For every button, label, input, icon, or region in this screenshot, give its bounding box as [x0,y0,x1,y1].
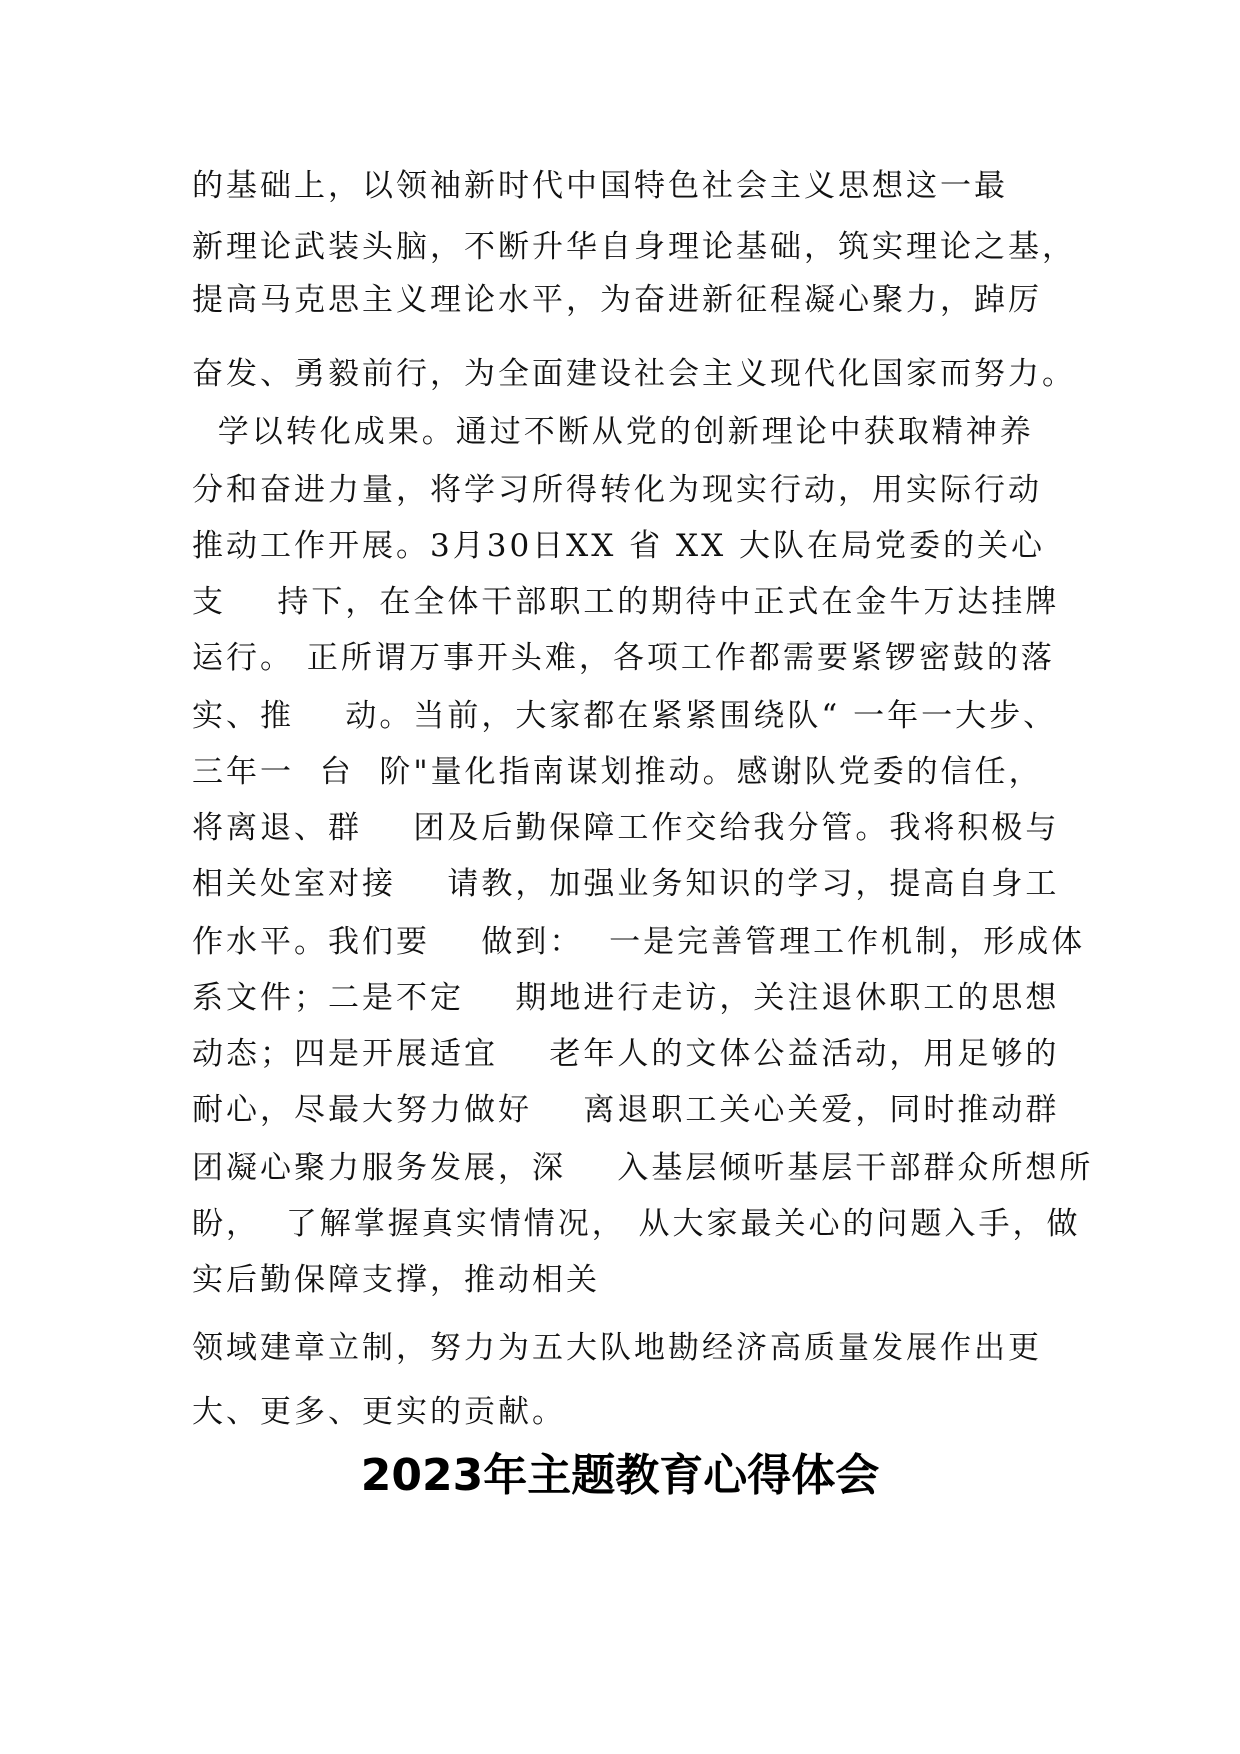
text-line: 相关处室对接 请教，加强业务知识的学习，提高自身工 [192,866,1060,902]
text-line: 新理论武装头脑，不断升华自身理论基础，筑实理论之基， [192,229,1076,265]
text-line: 实后勤保障支撑，推动相关 [192,1262,600,1298]
text-line: 动态；四是开展适宜 老年人的文体公益活动，用足够的 [192,1036,1060,1072]
text-line: 奋发、勇毅前行，为全面建设社会主义现代化国家而努力。 [192,356,1076,392]
text-line: 盼， 了解掌握真实情情况， 从大家最关心的问题入手，做 [192,1206,1081,1242]
section-title: 2023年主题教育心得体会 [360,1450,880,1501]
text-line: 的基础上，以领袖新时代中国特色社会主义思想这一最 [192,168,1008,204]
text-line: 三年一 台 阶"量化指南谋划推动。感谢队党委的信任， [192,754,1043,790]
text-line: 大、更多、更实的贡献。 [192,1394,566,1430]
text-line: 提高马克思主义理论水平，为奋进新征程凝心聚力，踔厉 [192,282,1042,318]
text-line: 实、推 动。当前，大家都在紧紧围绕队“ 一年一大步、 [192,698,1058,734]
text-line: 学以转化成果。通过不断从党的创新理论中获取精神养 [192,414,1034,450]
text-line: 将离退、群 团及后勤保障工作交给我分管。我将积极与 [192,810,1060,846]
text-line: 推动工作开展。3月30日XX 省 XX 大队在局党委的关心 [192,528,1046,564]
text-line: 支 持下，在全体干部职工的期待中正式在金牛万达挂牌 [192,584,1060,620]
text-line: 耐心，尽最大努力做好 离退职工关心关爱，同时推动群 [192,1092,1060,1128]
text-line: 运行。 正所谓万事开头难，各项工作都需要紧锣密鼓的落 [192,640,1055,676]
text-line: 分和奋进力量，将学习所得转化为现实行动，用实际行动 [192,472,1042,508]
text-line: 系文件；二是不定 期地进行走访，关注退休职工的思想 [192,980,1060,1016]
text-line: 团凝心聚力服务发展，深 入基层倾听基层干部群众所想所 [192,1150,1094,1186]
text-line: 作水平。我们要 做到： 一是完善管理工作机制，形成体 [192,924,1086,960]
text-line: 领域建章立制，努力为五大队地勘经济高质量发展作出更 [192,1330,1042,1366]
